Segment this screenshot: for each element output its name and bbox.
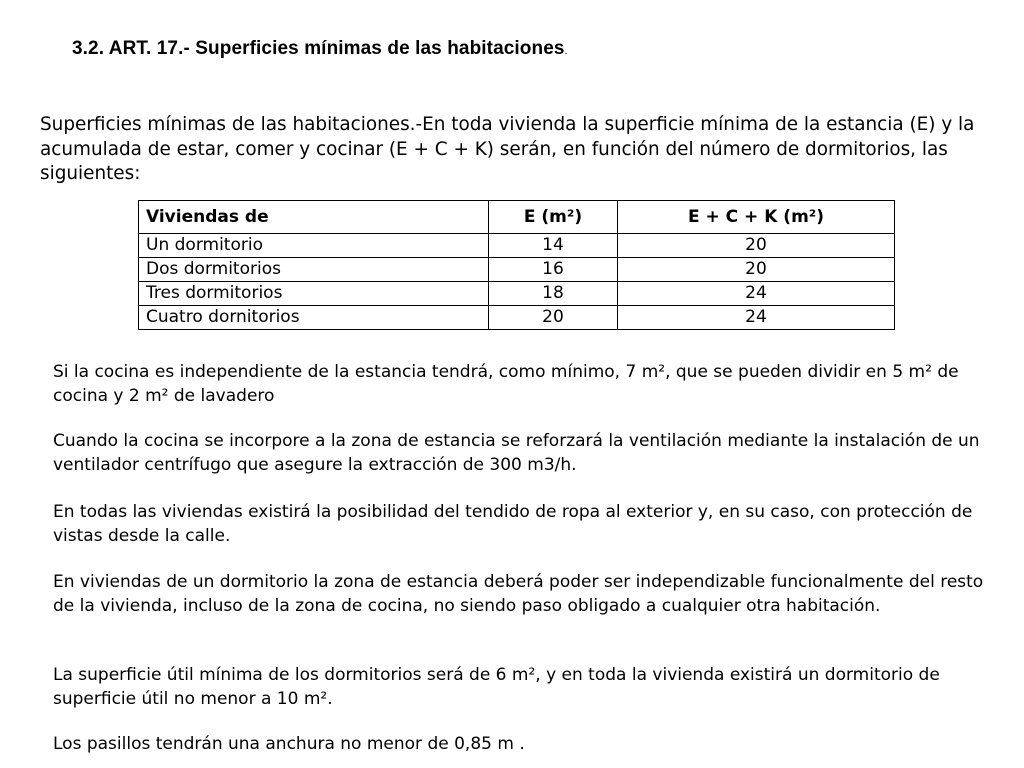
cell-e: 14 [489,234,618,258]
cell-vivienda: Tres dormitorios [139,282,489,306]
paragraph-ventilacion: Cuando la cocina se incorpore a la zona de estancia se reforzará la ventilación mediante la instalación de un ventilador centrífugo que asegure la extracción de 300 m3/h. [53,431,980,475]
cell-eck: 20 [618,234,895,258]
header-e: E (m²) [489,201,618,234]
paragraph-superficie-dormitorios: La superficie útil mínima de los dormitorios será de 6 m², y en toda la vivienda existirá un dormitorio de superficie útil no menor a 10 m². [53,665,940,709]
intro-paragraph: Superficies mínimas de las habitaciones.-En toda vivienda la superficie mínima de la estancia (E) y la acumulada de estar, comer y cocinar (E + C + K) serán, en función del número de dormitorios, las siguientes: [40,114,975,184]
page-title [72,38,568,60]
paragraph-cocina-independiente: Si la cocina es independiente de la estancia tendrá, como mínimo, 7 m², que se pueden dividir en 5 m² de cocina y 2 m² de lavadero [53,362,959,406]
table-header-row [139,201,895,234]
cell-e: 16 [489,258,618,282]
header-viviendas: Viviendas de [139,201,489,234]
cell-eck: 24 [618,306,895,330]
table-row [139,282,895,306]
table-row [139,234,895,258]
cell-vivienda: Un dormitorio [139,234,489,258]
page-title-trailing-dot: . [564,45,568,57]
cell-eck: 24 [618,282,895,306]
cell-vivienda: Cuatro dornitorios [139,306,489,330]
paragraph-tendido-ropa: En todas las viviendas existirá la posibilidad del tendido de ropa al exterior y, en su caso, con protección de vistas desde la calle. [53,502,973,546]
cell-e: 18 [489,282,618,306]
table-row [139,306,895,330]
cell-vivienda: Dos dormitorios [139,258,489,282]
surface-table [138,200,895,330]
header-eck: E + C + K (m²) [618,201,895,234]
paragraph-un-dormitorio: En viviendas de un dormitorio la zona de estancia deberá poder ser independizable funcionalmente del resto de la vivienda, incluso de la zona de cocina, no siendo paso obligado a cualquier otra habitación. [53,572,984,616]
table-row [139,258,895,282]
cell-eck: 20 [618,258,895,282]
paragraph-pasillos: Los pasillos tendrán una anchura no menor de 0,85 m . [53,734,525,754]
page-title-text: 3.2. ART. 17.- Superficies mínimas de las habitaciones [72,38,565,59]
cell-e: 20 [489,306,618,330]
surface-table-container [138,200,895,330]
